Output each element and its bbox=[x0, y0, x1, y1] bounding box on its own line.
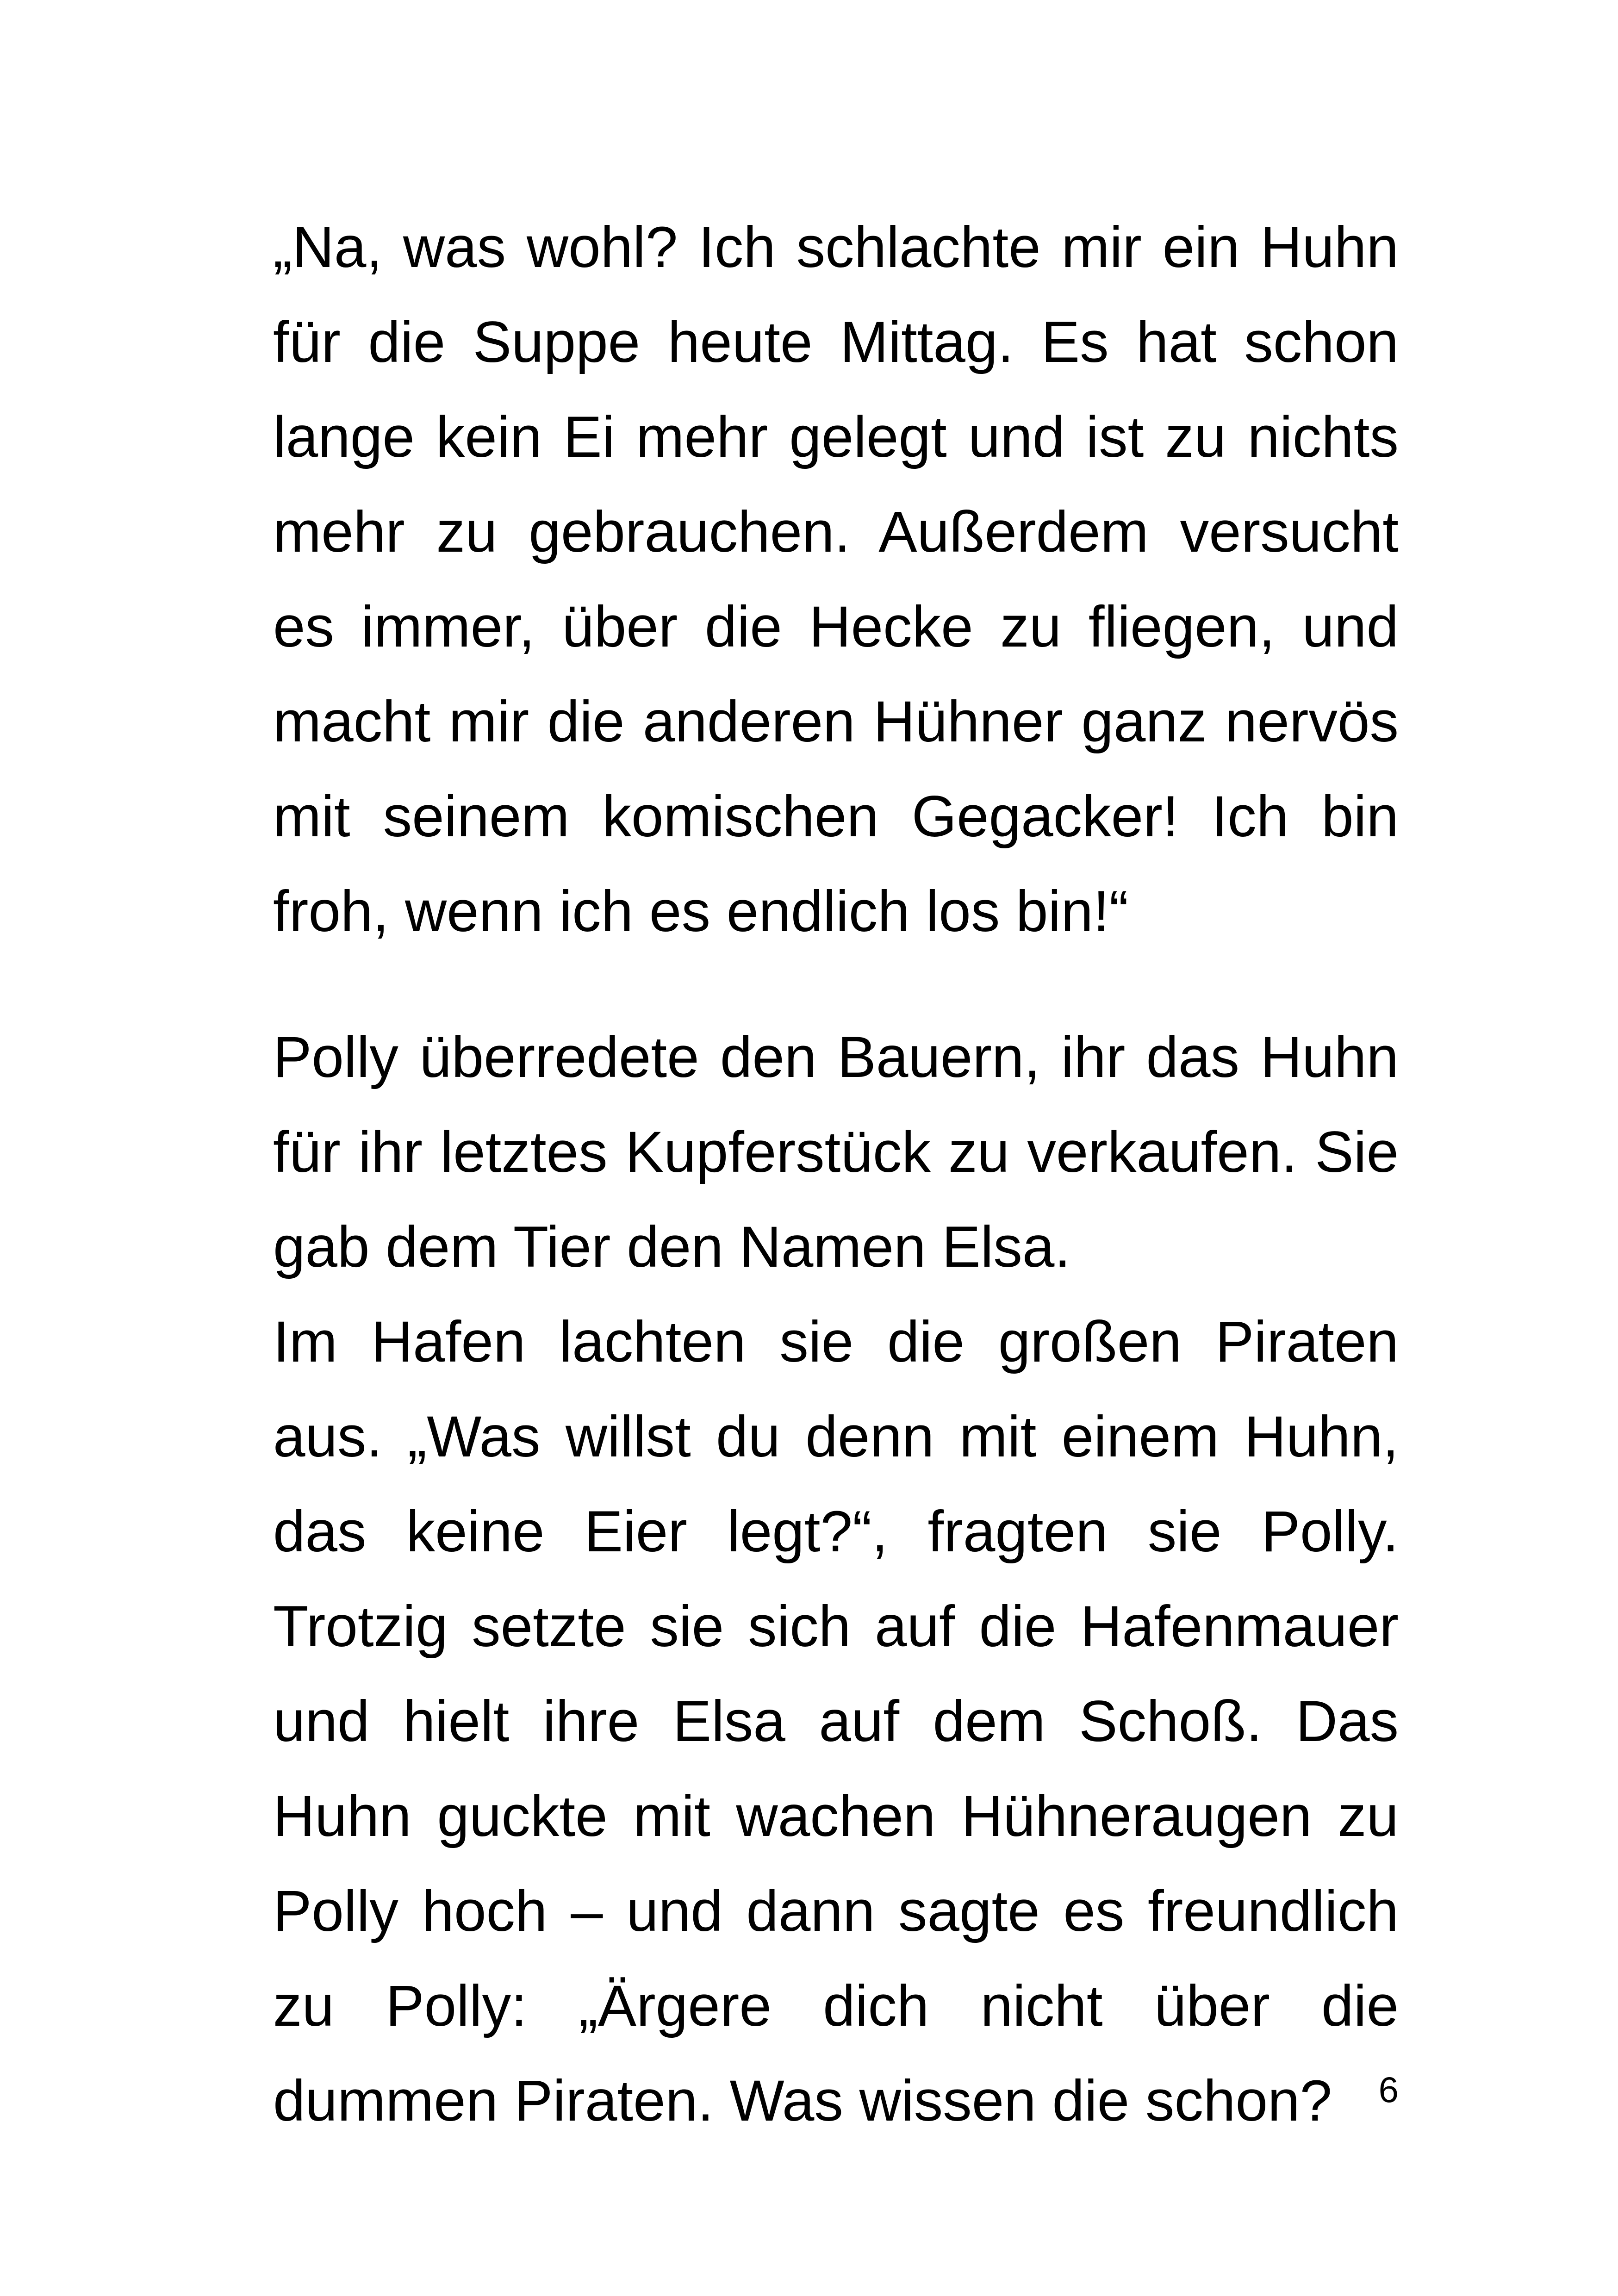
page-number: 6 bbox=[1378, 2069, 1399, 2110]
paragraph-farmer-speech: „Na, was wohl? Ich schlachte mir ein Huhn für die Suppe heute Mittag. Es hat schon lange kein Ei mehr gelegt und ist zu nichts mehr zu gebrauchen. Außerdem versucht es immer, über die Hecke zu fliegen, und macht mir die anderen Hühner ganz nervös mit seinem komischen Gegacker! Ich bin froh, wenn ich es endlich los bin!“ bbox=[273, 215, 1399, 944]
paragraph-polly-buys-hen: Polly überredete den Bauern, ihr das Huhn für ihr letztes Kupferstück zu verkaufen. Sie gab dem Tier den Namen Elsa. bbox=[273, 1025, 1399, 1279]
paragraph-harbor: Im Hafen lachten sie die großen Piraten aus. „Was willst du denn mit einem Huhn, das keine Eier legt?“, fragten sie Polly. Trotzig setzte sie sich auf die Hafenmauer und hielt ihre Elsa auf dem Schoß. Das Huhn guckte mit wachen Hühneraugen zu Polly hoch – und dann sagte es freundlich zu Polly: „Ärgere dich nicht über die dummen Piraten. Was wissen die schon? bbox=[273, 1310, 1399, 2133]
body-text bbox=[273, 200, 1399, 2148]
